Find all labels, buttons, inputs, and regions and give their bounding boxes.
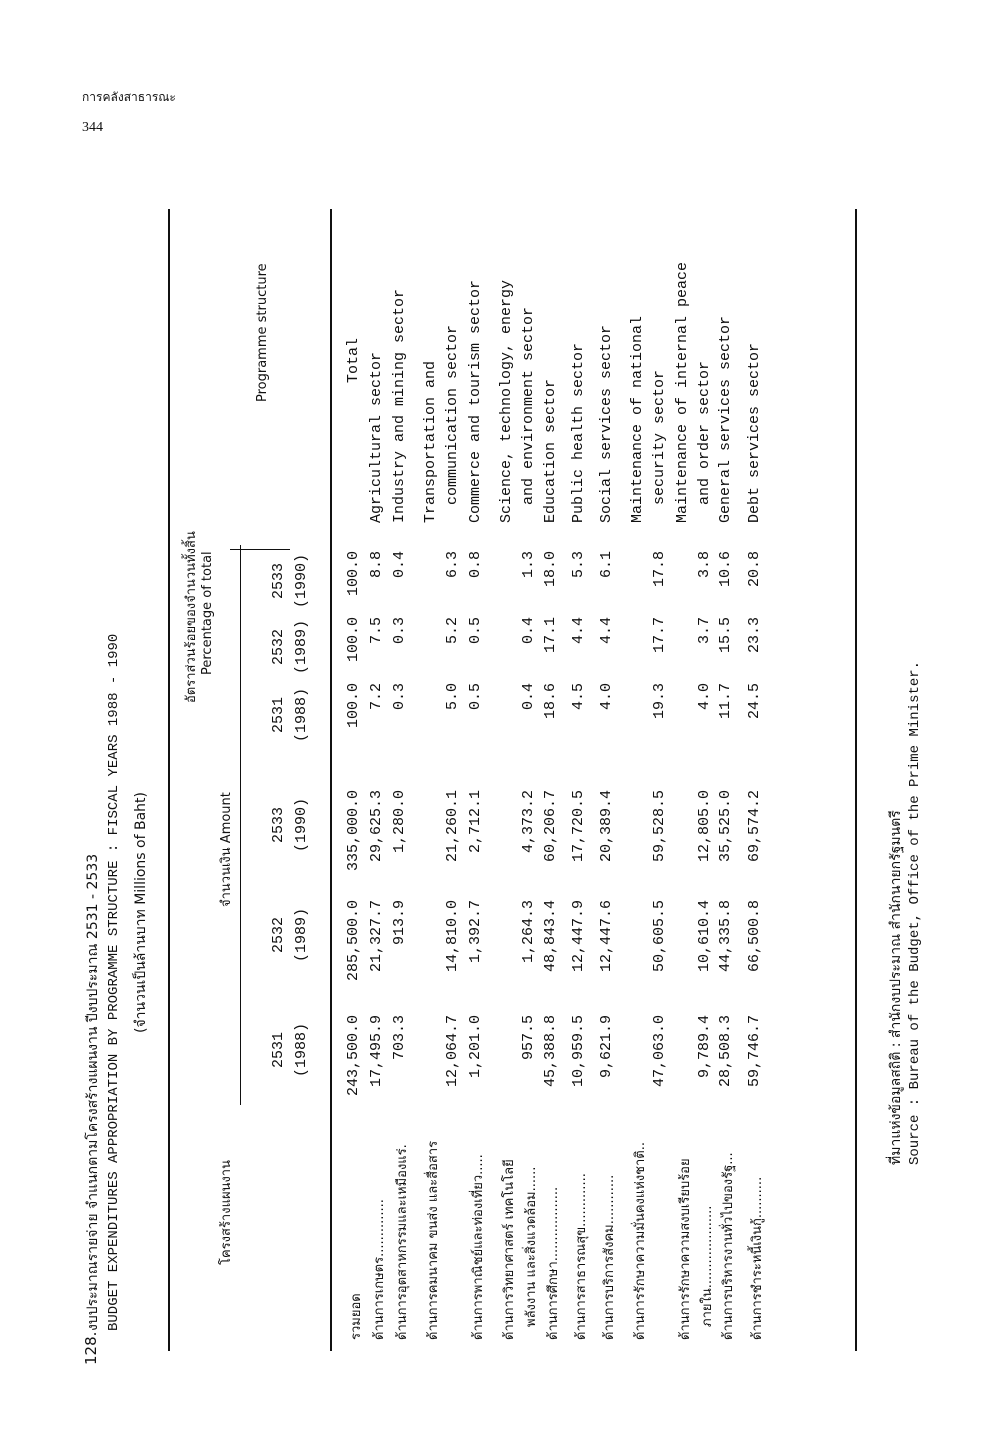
title-english: BUDGET EXPENDITURES APPROPRIATION BY PROGRAMME STRUCTURE : FISCAL YEARS 1988 - 1990 xyxy=(106,633,122,1331)
header-bottom-rule xyxy=(330,209,332,1351)
unit-note: (จำนวนเป็นล้านบาท Millions of Baht) xyxy=(133,792,149,1033)
cell-percent: 20.8 xyxy=(746,551,763,588)
running-head: การคลังสาธารณะ xyxy=(82,90,176,104)
cell-amount: 913.9 xyxy=(391,900,408,946)
row-label-english: Education sector xyxy=(542,378,559,523)
row-label-english: communication sector xyxy=(444,324,461,505)
cell-amount: 14,810.0 xyxy=(444,900,461,973)
cell-amount: 28,508.3 xyxy=(717,1015,734,1088)
cell-percent: 0.4 xyxy=(520,683,537,711)
year-header-ce: (1988) xyxy=(293,1023,310,1078)
header-percentage-thai: อัตราส่วนร้อยของจำนวนทั้งสิ้น xyxy=(184,531,199,703)
row-label-english: security sector xyxy=(651,369,668,505)
row-label-thai: ด้านการวิทยาศาสตร์ เทคโนโลยี xyxy=(502,1159,517,1340)
cell-percent: 8.8 xyxy=(368,551,385,579)
cell-percent: 0.5 xyxy=(467,683,484,711)
row-label-thai: ด้านการสาธารณสุข............. xyxy=(574,1173,589,1340)
cell-percent: 11.7 xyxy=(717,683,734,720)
cell-amount: 50,605.5 xyxy=(651,900,668,973)
cell-percent: 5.2 xyxy=(444,617,461,645)
cell-amount: 17,720.5 xyxy=(570,790,587,863)
cell-percent: 0.3 xyxy=(391,617,408,645)
amount-under-rule xyxy=(240,545,241,1105)
cell-amount: 1,392.7 xyxy=(467,900,484,964)
cell-percent: 7.5 xyxy=(368,617,385,645)
cell-amount: 2,712.1 xyxy=(467,790,484,854)
year-header-be: 2531 xyxy=(270,1032,287,1069)
cell-percent: 17.7 xyxy=(651,617,668,654)
header-amount: จำนวนเงิน Amount xyxy=(219,792,234,907)
cell-percent: 5.0 xyxy=(444,683,461,711)
table-top-rule xyxy=(168,209,170,1351)
row-label-english: Commerce and tourism sector xyxy=(467,279,484,523)
cell-percent: 24.5 xyxy=(746,683,763,720)
cell-percent: 19.3 xyxy=(651,683,668,720)
row-label-english: Industry and mining sector xyxy=(391,288,408,523)
cell-percent: 5.3 xyxy=(570,551,587,579)
title-thai: งบประมาณรายจ่าย จำแนกตามโครงสร้างแผนงาน ปีงบประมาณ 2531 - 2533 xyxy=(85,853,101,1331)
cell-amount: 12,805.0 xyxy=(696,790,713,863)
source-english: Source : Bureau of the Budget, Office of the Prime Minister. xyxy=(907,660,923,1165)
cell-amount: 48,843.4 xyxy=(542,900,559,973)
row-label-thai: รวมยอด xyxy=(349,1293,364,1340)
cell-percent: 23.3 xyxy=(746,617,763,654)
cell-amount: 243,500.0 xyxy=(345,1015,362,1097)
table-bottom-rule xyxy=(855,209,857,1351)
cell-amount: 66,500.8 xyxy=(746,900,763,973)
cell-percent: 100.0 xyxy=(345,551,362,597)
cell-percent: 4.0 xyxy=(696,683,713,711)
cell-amount: 12,447.6 xyxy=(598,900,615,973)
cell-percent: 4.5 xyxy=(570,683,587,711)
row-label-thai: ด้านการพาณิชย์และท่องเที่ยว..... xyxy=(471,1154,486,1340)
cell-percent: 18.0 xyxy=(542,551,559,588)
cell-percent: 3.8 xyxy=(696,551,713,579)
cell-amount: 45,388.8 xyxy=(542,1015,559,1088)
row-label-thai: ด้านการคมนาคม ขนส่ง และสื่อสาร xyxy=(426,1140,441,1340)
cell-amount: 9,621.9 xyxy=(598,1015,615,1079)
cell-percent: 4.4 xyxy=(570,617,587,645)
row-label-english: and order sector xyxy=(696,360,713,505)
row-label-thai: ด้านการเกษตร.............. xyxy=(372,1199,387,1340)
cell-amount: 703.3 xyxy=(391,1015,408,1061)
row-label-english: Total xyxy=(345,337,362,383)
row-label-thai: ภายใน.................... xyxy=(700,1205,715,1327)
cell-amount: 9,789.4 xyxy=(696,1015,713,1079)
row-label-english: Agricultural sector xyxy=(368,351,385,523)
year-header-ce: (1989) xyxy=(293,908,310,963)
row-label-thai: ด้านการบริหารงานทั่วไปของรัฐ... xyxy=(721,1152,736,1340)
row-label-english: Debt services sector xyxy=(746,342,763,523)
cell-amount: 29,625.3 xyxy=(368,790,385,863)
row-label-english: Social services sector xyxy=(598,324,615,523)
row-label-thai: ด้านการรักษาความสงบเรียบร้อย xyxy=(678,1158,693,1340)
cell-percent: 18.6 xyxy=(542,683,559,720)
cell-percent: 17.8 xyxy=(651,551,668,588)
cell-percent: 0.4 xyxy=(520,617,537,645)
cell-percent: 15.5 xyxy=(717,617,734,654)
cell-percent: 0.8 xyxy=(467,551,484,579)
cell-amount: 60,206.7 xyxy=(542,790,559,863)
cell-percent: 1.3 xyxy=(520,551,537,579)
year-header-ce: (1989) xyxy=(293,620,310,675)
header-programme-english: Programme structure xyxy=(255,263,270,402)
cell-amount: 69,574.2 xyxy=(746,790,763,863)
cell-percent: 4.0 xyxy=(598,683,615,711)
cell-percent: 100.0 xyxy=(345,617,362,663)
cell-percent: 3.7 xyxy=(696,617,713,645)
cell-percent: 0.4 xyxy=(391,551,408,579)
cell-amount: 44,335.8 xyxy=(717,900,734,973)
cell-amount: 10,959.5 xyxy=(570,1015,587,1088)
row-label-english: Transportation and xyxy=(422,360,439,523)
cell-amount: 21,327.7 xyxy=(368,900,385,973)
cell-percent: 7.2 xyxy=(368,683,385,711)
cell-amount: 957.5 xyxy=(520,1015,537,1061)
cell-percent: 0.5 xyxy=(467,617,484,645)
cell-percent: 6.3 xyxy=(444,551,461,579)
year-header-be: 2531 xyxy=(270,697,287,734)
cell-amount: 59,746.7 xyxy=(746,1015,763,1088)
row-label-thai: ด้านการรักษาความมั่นคงแห่งชาติ.. xyxy=(633,1142,648,1340)
row-label-thai: ด้านการศึกษา.................. xyxy=(546,1186,561,1340)
cell-amount: 17,495.9 xyxy=(368,1015,385,1088)
cell-amount: 1,280.0 xyxy=(391,790,408,854)
rotated-table-page xyxy=(82,175,923,1375)
source-thai: ที่มาแห่งข้อมูลสถิติ : สำนักงบประมาณ สำนักนายกรัฐมนตรี xyxy=(888,810,904,1165)
cell-amount: 12,447.9 xyxy=(570,900,587,973)
cell-percent: 100.0 xyxy=(345,683,362,729)
page-number: 344 xyxy=(82,120,103,135)
cell-amount: 335,000.0 xyxy=(345,790,362,872)
cell-percent: 4.4 xyxy=(598,617,615,645)
row-label-thai: ด้านการบริการสังคม............ xyxy=(602,1174,617,1340)
year-header-be: 2533 xyxy=(270,807,287,844)
row-label-thai: ด้านการชำระหนี้เงินกู้.......... xyxy=(750,1176,765,1340)
cell-percent: 10.6 xyxy=(717,551,734,588)
cell-amount: 20,389.4 xyxy=(598,790,615,863)
header-programme-thai: โครงสร้างแผนงาน xyxy=(219,1160,234,1265)
row-label-thai: ด้านการอุตสาหกรรมและเหมืองแร่. xyxy=(395,1144,410,1340)
header-percentage: Percentage of total xyxy=(200,551,215,675)
cell-amount: 285,500.0 xyxy=(345,900,362,982)
cell-amount: 12,064.7 xyxy=(444,1015,461,1088)
year-header-be: 2532 xyxy=(270,629,287,666)
row-label-english: General services sector xyxy=(717,315,734,523)
row-label-english: Maintenance of national xyxy=(629,315,646,523)
cell-amount: 10,610.4 xyxy=(696,900,713,973)
row-label-thai: พลังงาน และสิ่งแวดล้อม...... xyxy=(524,1166,539,1327)
cell-percent: 17.1 xyxy=(542,617,559,654)
cell-amount: 1,201.0 xyxy=(467,1015,484,1079)
row-label-english: and environment sector xyxy=(520,306,537,505)
year-header-ce: (1990) xyxy=(293,554,310,609)
cell-amount: 47,063.0 xyxy=(651,1015,668,1088)
year-header-ce: (1988) xyxy=(293,688,310,743)
cell-amount: 59,528.5 xyxy=(651,790,668,863)
cell-amount: 35,525.0 xyxy=(717,790,734,863)
row-label-english: Public health sector xyxy=(570,342,587,523)
cell-amount: 1,264.3 xyxy=(520,900,537,964)
year-header-ce: (1990) xyxy=(293,798,310,853)
cell-amount: 21,260.1 xyxy=(444,790,461,863)
row-label-english: Science, technology, energy xyxy=(498,279,515,523)
cell-percent: 6.1 xyxy=(598,551,615,579)
cell-amount: 4,373.2 xyxy=(520,790,537,854)
year-header-be: 2532 xyxy=(270,917,287,954)
year-header-be: 2533 xyxy=(270,563,287,600)
table-number: 128. xyxy=(82,1331,100,1365)
cell-percent: 0.3 xyxy=(391,683,408,711)
row-label-english: Maintenance of internal peace xyxy=(674,261,691,523)
